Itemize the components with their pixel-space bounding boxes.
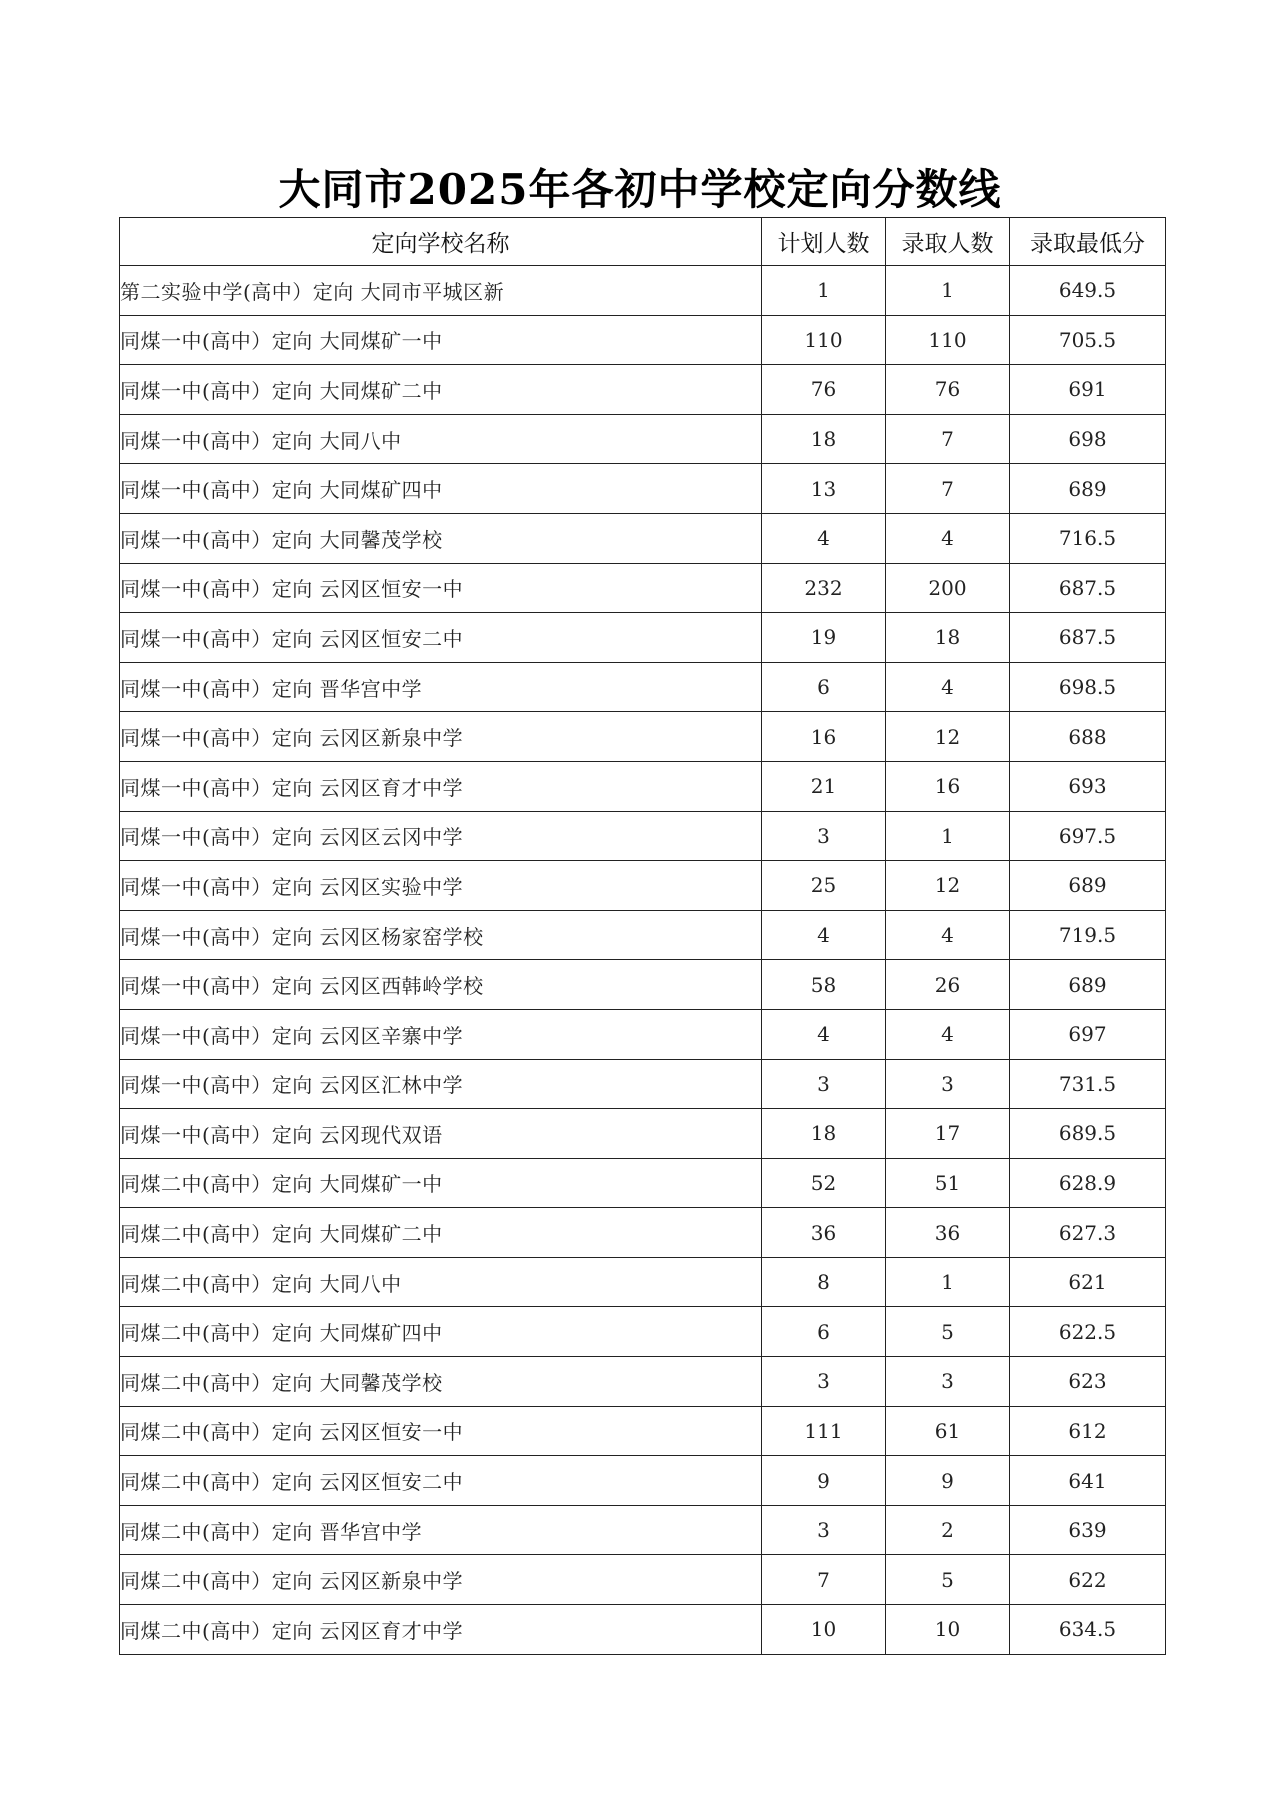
cell-admitted-count: 7 — [886, 414, 1010, 464]
cell-plan-count: 1 — [762, 266, 886, 316]
cell-admitted-count: 1 — [886, 266, 1010, 316]
cell-plan-count: 7 — [762, 1555, 886, 1605]
cell-school-name: 同煤二中(高中）定向 大同八中 — [120, 1257, 762, 1307]
table-row — [120, 1456, 1166, 1506]
cell-min-score: 634.5 — [1010, 1605, 1166, 1655]
cell-plan-count: 3 — [762, 1505, 886, 1555]
cell-school-name: 同煤二中(高中）定向 大同煤矿四中 — [120, 1307, 762, 1357]
cell-school-name: 同煤一中(高中）定向 大同馨茂学校 — [120, 513, 762, 563]
cell-admitted-count: 4 — [886, 513, 1010, 563]
cell-school-name: 同煤一中(高中）定向 云冈区育才中学 — [120, 761, 762, 811]
cell-plan-count: 18 — [762, 414, 886, 464]
cell-school-name: 同煤二中(高中）定向 云冈区恒安一中 — [120, 1406, 762, 1456]
cell-school-name: 同煤一中(高中）定向 云冈区恒安二中 — [120, 613, 762, 663]
cell-min-score: 612 — [1010, 1406, 1166, 1456]
cell-plan-count: 21 — [762, 761, 886, 811]
cell-school-name: 同煤一中(高中）定向 云冈区新泉中学 — [120, 712, 762, 762]
score-table — [119, 217, 1166, 1655]
cell-admitted-count: 4 — [886, 662, 1010, 712]
cell-plan-count: 13 — [762, 464, 886, 514]
cell-school-name: 同煤二中(高中）定向 大同煤矿一中 — [120, 1158, 762, 1208]
cell-min-score: 731.5 — [1010, 1059, 1166, 1109]
table-row — [120, 662, 1166, 712]
cell-min-score: 693 — [1010, 761, 1166, 811]
cell-admitted-count: 16 — [886, 761, 1010, 811]
table-row — [120, 910, 1166, 960]
cell-plan-count: 4 — [762, 1009, 886, 1059]
cell-min-score: 621 — [1010, 1257, 1166, 1307]
cell-plan-count: 4 — [762, 513, 886, 563]
cell-admitted-count: 9 — [886, 1456, 1010, 1506]
cell-school-name: 同煤一中(高中）定向 云冈区实验中学 — [120, 861, 762, 911]
cell-school-name: 同煤一中(高中）定向 大同煤矿四中 — [120, 464, 762, 514]
table-row — [120, 513, 1166, 563]
cell-min-score: 649.5 — [1010, 266, 1166, 316]
cell-plan-count: 3 — [762, 1357, 886, 1407]
cell-plan-count: 232 — [762, 563, 886, 613]
cell-school-name: 同煤一中(高中）定向 大同煤矿二中 — [120, 365, 762, 415]
cell-school-name: 同煤一中(高中）定向 云冈区云冈中学 — [120, 811, 762, 861]
cell-admitted-count: 36 — [886, 1208, 1010, 1258]
cell-admitted-count: 18 — [886, 613, 1010, 663]
cell-min-score: 689 — [1010, 960, 1166, 1010]
cell-plan-count: 6 — [762, 662, 886, 712]
table-row — [120, 266, 1166, 316]
cell-min-score: 697 — [1010, 1009, 1166, 1059]
cell-admitted-count: 12 — [886, 712, 1010, 762]
cell-min-score: 689.5 — [1010, 1109, 1166, 1159]
table-row — [120, 1605, 1166, 1655]
cell-plan-count: 58 — [762, 960, 886, 1010]
cell-min-score: 622 — [1010, 1555, 1166, 1605]
cell-min-score: 628.9 — [1010, 1158, 1166, 1208]
cell-school-name: 同煤一中(高中）定向 云冈区西韩岭学校 — [120, 960, 762, 1010]
table-row — [120, 712, 1166, 762]
cell-school-name: 同煤二中(高中）定向 云冈区恒安二中 — [120, 1456, 762, 1506]
table-row — [120, 960, 1166, 1010]
table-row — [120, 861, 1166, 911]
cell-plan-count: 9 — [762, 1456, 886, 1506]
cell-admitted-count: 5 — [886, 1307, 1010, 1357]
table-row — [120, 1059, 1166, 1109]
cell-admitted-count: 7 — [886, 464, 1010, 514]
cell-school-name: 同煤一中(高中）定向 云冈现代双语 — [120, 1109, 762, 1159]
table-header-row — [120, 218, 1166, 266]
cell-school-name: 同煤一中(高中）定向 云冈区汇林中学 — [120, 1059, 762, 1109]
cell-min-score: 698 — [1010, 414, 1166, 464]
cell-admitted-count: 76 — [886, 365, 1010, 415]
cell-admitted-count: 110 — [886, 315, 1010, 365]
table-row — [120, 1257, 1166, 1307]
cell-admitted-count: 4 — [886, 1009, 1010, 1059]
table-row — [120, 563, 1166, 613]
cell-min-score: 716.5 — [1010, 513, 1166, 563]
cell-min-score: 627.3 — [1010, 1208, 1166, 1258]
table-row — [120, 1357, 1166, 1407]
table-row — [120, 1307, 1166, 1357]
cell-admitted-count: 2 — [886, 1505, 1010, 1555]
cell-plan-count: 19 — [762, 613, 886, 663]
cell-school-name: 同煤二中(高中）定向 云冈区新泉中学 — [120, 1555, 762, 1605]
table-row — [120, 315, 1166, 365]
cell-plan-count: 25 — [762, 861, 886, 911]
cell-school-name: 同煤一中(高中）定向 云冈区杨家窑学校 — [120, 910, 762, 960]
cell-school-name: 同煤二中(高中）定向 大同馨茂学校 — [120, 1357, 762, 1407]
cell-min-score: 622.5 — [1010, 1307, 1166, 1357]
cell-min-score: 697.5 — [1010, 811, 1166, 861]
cell-admitted-count: 200 — [886, 563, 1010, 613]
cell-plan-count: 3 — [762, 811, 886, 861]
cell-plan-count: 52 — [762, 1158, 886, 1208]
cell-admitted-count: 12 — [886, 861, 1010, 911]
cell-plan-count: 36 — [762, 1208, 886, 1258]
table-row — [120, 464, 1166, 514]
cell-min-score: 641 — [1010, 1456, 1166, 1506]
table-row — [120, 1505, 1166, 1555]
cell-admitted-count: 4 — [886, 910, 1010, 960]
cell-admitted-count: 26 — [886, 960, 1010, 1010]
cell-school-name: 同煤一中(高中）定向 大同八中 — [120, 414, 762, 464]
table-body — [120, 266, 1166, 1655]
cell-admitted-count: 17 — [886, 1109, 1010, 1159]
table-row — [120, 365, 1166, 415]
cell-plan-count: 16 — [762, 712, 886, 762]
cell-min-score: 691 — [1010, 365, 1166, 415]
column-header-school-name: 定向学校名称 — [120, 218, 762, 266]
table-row — [120, 1208, 1166, 1258]
table-row — [120, 1406, 1166, 1456]
cell-admitted-count: 3 — [886, 1059, 1010, 1109]
table-row — [120, 811, 1166, 861]
cell-plan-count: 4 — [762, 910, 886, 960]
cell-plan-count: 3 — [762, 1059, 886, 1109]
cell-plan-count: 76 — [762, 365, 886, 415]
table-row — [120, 1158, 1166, 1208]
table-row — [120, 761, 1166, 811]
cell-min-score: 688 — [1010, 712, 1166, 762]
table-row — [120, 613, 1166, 663]
cell-school-name: 同煤一中(高中）定向 晋华宫中学 — [120, 662, 762, 712]
cell-min-score: 687.5 — [1010, 563, 1166, 613]
cell-admitted-count: 61 — [886, 1406, 1010, 1456]
cell-admitted-count: 5 — [886, 1555, 1010, 1605]
column-header-min-score: 录取最低分 — [1010, 218, 1166, 266]
cell-min-score: 698.5 — [1010, 662, 1166, 712]
cell-plan-count: 10 — [762, 1605, 886, 1655]
cell-min-score: 639 — [1010, 1505, 1166, 1555]
cell-min-score: 689 — [1010, 861, 1166, 911]
cell-plan-count: 18 — [762, 1109, 886, 1159]
cell-min-score: 719.5 — [1010, 910, 1166, 960]
cell-admitted-count: 1 — [886, 1257, 1010, 1307]
cell-admitted-count: 51 — [886, 1158, 1010, 1208]
cell-school-name: 同煤二中(高中）定向 晋华宫中学 — [120, 1505, 762, 1555]
cell-admitted-count: 1 — [886, 811, 1010, 861]
cell-min-score: 705.5 — [1010, 315, 1166, 365]
cell-school-name: 同煤一中(高中）定向 云冈区辛寨中学 — [120, 1009, 762, 1059]
cell-admitted-count: 3 — [886, 1357, 1010, 1407]
cell-min-score: 687.5 — [1010, 613, 1166, 663]
cell-school-name: 同煤一中(高中）定向 云冈区恒安一中 — [120, 563, 762, 613]
column-header-admitted-count: 录取人数 — [886, 218, 1010, 266]
cell-plan-count: 6 — [762, 1307, 886, 1357]
cell-school-name: 同煤二中(高中）定向 大同煤矿二中 — [120, 1208, 762, 1258]
cell-plan-count: 8 — [762, 1257, 886, 1307]
cell-plan-count: 110 — [762, 315, 886, 365]
table-row — [120, 1555, 1166, 1605]
cell-school-name: 第二实验中学(高中）定向 大同市平城区新 — [120, 266, 762, 316]
cell-admitted-count: 10 — [886, 1605, 1010, 1655]
cell-school-name: 同煤二中(高中）定向 云冈区育才中学 — [120, 1605, 762, 1655]
table-row — [120, 1009, 1166, 1059]
cell-min-score: 689 — [1010, 464, 1166, 514]
table-row — [120, 1109, 1166, 1159]
cell-min-score: 623 — [1010, 1357, 1166, 1407]
cell-school-name: 同煤一中(高中）定向 大同煤矿一中 — [120, 315, 762, 365]
table-row — [120, 414, 1166, 464]
page-title: 大同市2025年各初中学校定向分数线 — [278, 165, 1002, 214]
column-header-plan-count: 计划人数 — [762, 218, 886, 266]
cell-plan-count: 111 — [762, 1406, 886, 1456]
